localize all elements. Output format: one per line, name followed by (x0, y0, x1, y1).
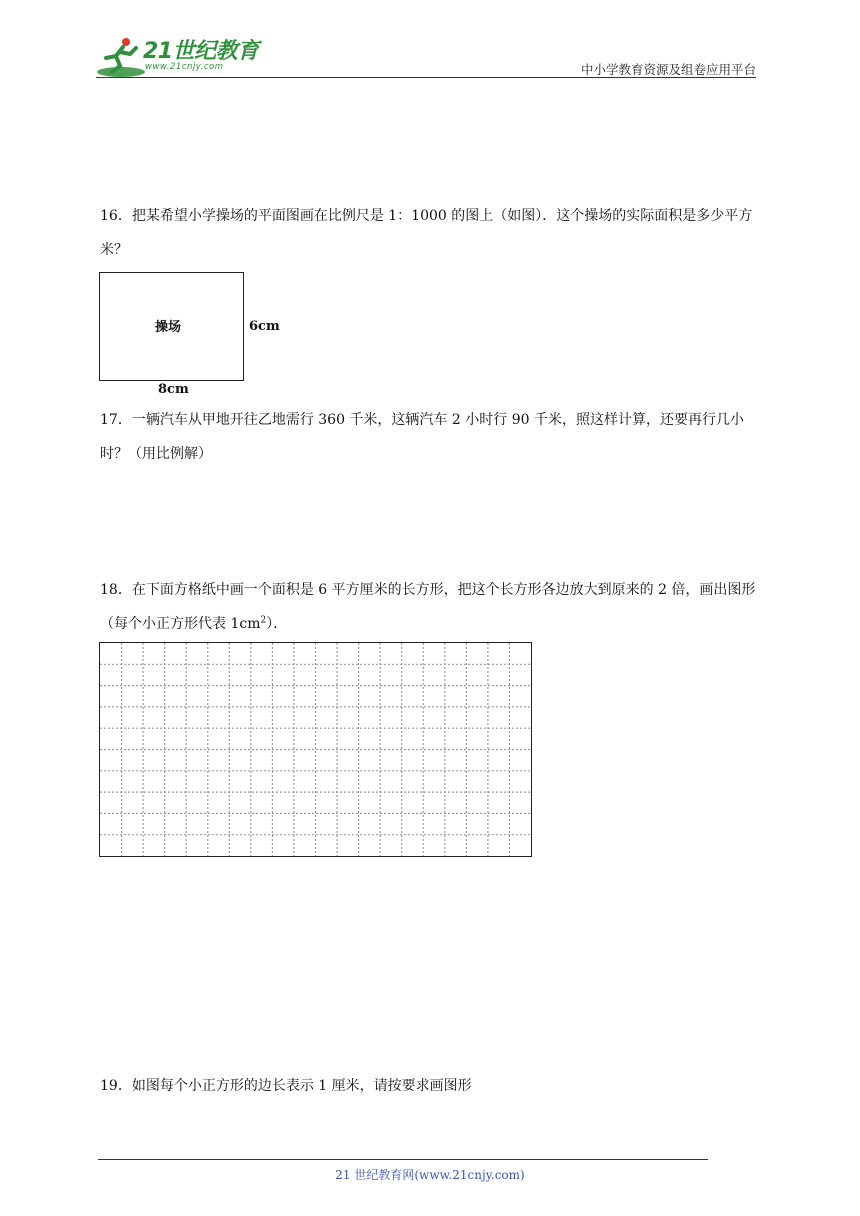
playground-label: 操场 (155, 320, 182, 335)
superscript-2: 2 (260, 615, 267, 626)
logo-subtext: www.21cnjy.com (145, 62, 224, 72)
width-dimension-label: 8cm (158, 382, 189, 397)
grid-lines (100, 643, 531, 856)
footer-text[interactable]: 21 世纪教育网(www.21cnjy.com) (335, 1168, 525, 1182)
footer-divider (98, 1159, 708, 1160)
question-18-text: 18．在下面方格纸中画一个面积是 6 平方厘米的长方形，把这个长方形各边放大到原来的 2 倍，画出图形（每个小正方形代表 1cm (100, 582, 756, 632)
platform-title: 中小学教育资源及组卷应用平台 (580, 62, 756, 77)
question-18-text-end: ）． (266, 616, 288, 632)
height-dimension-label: 6cm (249, 319, 280, 334)
runner-logo-icon (96, 34, 146, 82)
logo-text: 21世纪教育 (143, 39, 259, 64)
header-divider (96, 77, 756, 78)
question-18 (100, 573, 762, 641)
question-19: 19．如图每个小正方形的边长表示 1 厘米，请按要求画图形 (100, 1078, 472, 1094)
question-17: 17．一辆汽车从甲地开往乙地需行 360 千米，这辆汽车 2 小时行 90 千米，照这样计算，还要再行几小时？（用比例解） (100, 412, 744, 462)
square-grid-paper[interactable] (99, 642, 532, 857)
question-16: 16．把某希望小学操场的平面图画在比例尺是 1：1000 的图上（如图）．这个操场的实际面积是多少平方米？ (100, 208, 753, 258)
